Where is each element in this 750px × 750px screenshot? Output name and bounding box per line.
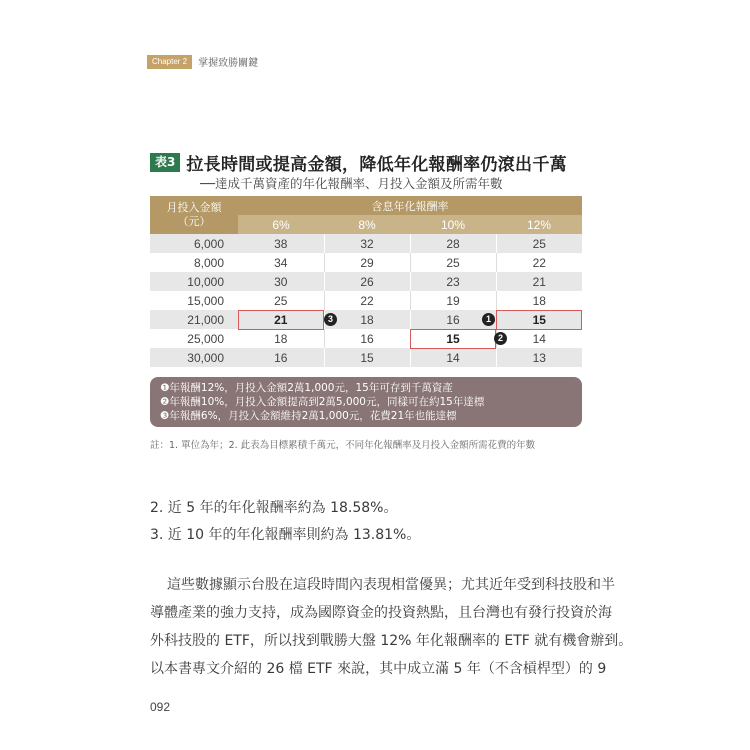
note-line: ❸年報酬6%，月投入金額維持2萬1,000元，花費21年也能達標 xyxy=(160,410,457,422)
amount-cell: 6,000 xyxy=(150,234,238,253)
table-subtitle: ──達成千萬資產的年化報酬率、月投入金額及所需年數 xyxy=(200,176,503,191)
amount-header-line1: 月投入金額 xyxy=(166,202,222,214)
table-row xyxy=(150,329,582,348)
amount-cell: 10,000 xyxy=(150,272,238,291)
notes-box xyxy=(150,377,582,427)
paragraph-line: 以本書專文介紹的 26 檔 ETF 來說，其中成立滿 5 年（不含槓桿型）的 9 xyxy=(150,661,607,677)
value-cell: 30 xyxy=(238,272,324,291)
value-cell: 15 xyxy=(324,348,410,367)
value-cell: 23 xyxy=(410,272,496,291)
value-cell: 16 xyxy=(324,329,410,348)
note-line: ❷年報酬10%，月投入金額提高到2萬5,000元，同樣可在約15年達標 xyxy=(160,396,485,408)
table-row xyxy=(150,234,582,253)
value-cell: 25 xyxy=(410,253,496,272)
value-cell: 25 xyxy=(496,234,582,253)
value-cell: 38 xyxy=(238,234,324,253)
table-row xyxy=(150,348,582,367)
highlighted-value-cell: 21 xyxy=(238,310,324,329)
value-cell: 22 xyxy=(496,253,582,272)
highlight-box-10pct-25000 xyxy=(410,329,496,349)
amount-cell: 15,000 xyxy=(150,291,238,310)
table-footnote: 註：1. 單位為年；2. 此表為目標累積千萬元，不同年化報酬率及月投入金額所需花費的年數 xyxy=(150,440,536,451)
amount-cell: 8,000 xyxy=(150,253,238,272)
value-cell: 21 xyxy=(496,272,582,291)
running-header xyxy=(147,54,258,69)
page-number: 092 xyxy=(150,700,171,714)
value-cell: 34 xyxy=(238,253,324,272)
list-item: 3. 近 10 年的年化報酬率則約為 13.81%。 xyxy=(150,527,421,543)
table-row xyxy=(150,291,582,310)
value-cell: 16 xyxy=(238,348,324,367)
amount-cell: 25,000 xyxy=(150,329,238,348)
chapter-title: 掌握致勝關鍵 xyxy=(198,58,259,69)
amount-cell: 21,000 xyxy=(150,310,238,329)
value-cell: 26 xyxy=(324,272,410,291)
paragraph-line: 這些數據顯示台股在這段時間內表現相當優異；尤其近年受到科技股和半 xyxy=(167,577,615,593)
note-line: ❶年報酬12%，月投入金額2萬1,000元，15年可存到千萬資產 xyxy=(160,382,453,394)
table-row xyxy=(150,272,582,291)
marker-3: 3 xyxy=(324,313,337,326)
value-cell: 14 xyxy=(496,329,582,348)
value-cell: 19 xyxy=(410,291,496,310)
value-cell: 14 xyxy=(410,348,496,367)
value-cell: 18 xyxy=(496,291,582,310)
amount-header-line2: （元） xyxy=(177,216,211,228)
highlighted-value-cell: 15 xyxy=(496,310,582,329)
data-table xyxy=(150,196,582,367)
highlighted-value-cell: 15 xyxy=(410,329,496,348)
value-cell: 29 xyxy=(324,253,410,272)
rate-header: 6% xyxy=(238,215,324,234)
table-heading xyxy=(150,150,567,175)
value-cell: 28 xyxy=(410,234,496,253)
paragraph-line: 外科技股的 ETF，所以找到戰勝大盤 12% 年化報酬率的 ETF 就有機會辦到。 xyxy=(150,633,633,649)
chapter-badge: Chapter 2 xyxy=(147,55,192,69)
amount-column-header xyxy=(150,196,238,234)
value-cell: 32 xyxy=(324,234,410,253)
amount-cell: 30,000 xyxy=(150,348,238,367)
value-cell: 18 xyxy=(324,310,410,329)
value-cell: 22 xyxy=(324,291,410,310)
list-item: 2. 近 5 年的年化報酬率約為 18.58%。 xyxy=(150,500,398,516)
rate-header: 10% xyxy=(410,215,496,234)
table-row xyxy=(150,253,582,272)
value-cell: 25 xyxy=(238,291,324,310)
marker-1: 1 xyxy=(482,313,495,326)
rate-header: 8% xyxy=(324,215,410,234)
value-cell: 13 xyxy=(496,348,582,367)
marker-2: 2 xyxy=(494,332,507,345)
paragraph-line: 導體產業的強力支持，成為國際資金的投資熱點，且台灣也有發行投資於海 xyxy=(150,605,612,621)
table-number-badge: 表3 xyxy=(150,153,180,172)
highlight-box-12pct-21000 xyxy=(496,310,582,330)
table-title: 拉長時間或提高金額，降低年化報酬率仍滾出千萬 xyxy=(186,155,567,175)
value-cell: 16 xyxy=(410,310,496,329)
value-cell: 18 xyxy=(238,329,324,348)
rate-header: 12% xyxy=(496,215,582,234)
rate-group-header: 含息年化報酬率 xyxy=(238,196,582,215)
highlight-box-6pct-21000 xyxy=(238,310,324,330)
